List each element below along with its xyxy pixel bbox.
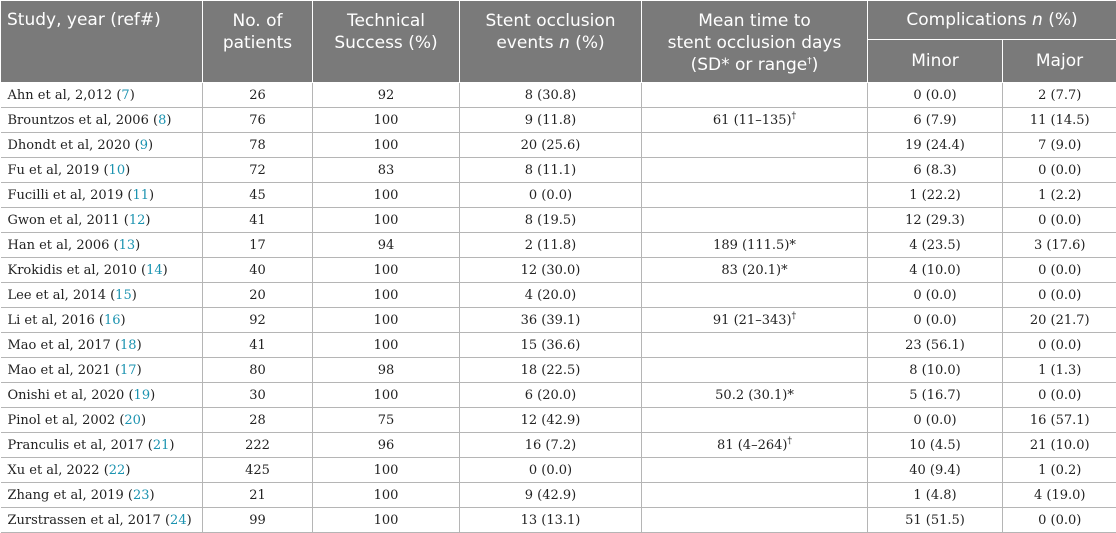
table-body bbox=[1, 83, 1116, 533]
cell-study: Mao et al, 2021 (17) bbox=[1, 358, 203, 383]
cell-patients: 78 bbox=[203, 133, 313, 158]
cell-stent-occlusion: 18 (22.5) bbox=[460, 358, 642, 383]
table-row bbox=[1, 458, 1116, 483]
cell-minor: 0 (0.0) bbox=[868, 83, 1003, 108]
cell-mean-time bbox=[642, 358, 868, 383]
table-row bbox=[1, 333, 1116, 358]
cell-major: 0 (0.0) bbox=[1003, 383, 1116, 408]
cell-technical-success: 83 bbox=[313, 158, 460, 183]
cell-minor: 19 (24.4) bbox=[868, 133, 1003, 158]
cell-major: 7 (9.0) bbox=[1003, 133, 1116, 158]
cell-stent-occlusion: 13 (13.1) bbox=[460, 508, 642, 533]
table-row bbox=[1, 183, 1116, 208]
cell-major: 2 (7.7) bbox=[1003, 83, 1116, 108]
cell-study: Ahn et al, 2,012 (7) bbox=[1, 83, 203, 108]
reference-link[interactable]: 17 bbox=[120, 363, 137, 378]
table-row bbox=[1, 158, 1116, 183]
cell-major: 1 (2.2) bbox=[1003, 183, 1116, 208]
cell-study: Zhang et al, 2019 (23) bbox=[1, 483, 203, 508]
reference-link[interactable]: 24 bbox=[170, 513, 187, 528]
table-row bbox=[1, 358, 1116, 383]
cell-major: 0 (0.0) bbox=[1003, 258, 1116, 283]
cell-mean-time: 189 (111.5)* bbox=[642, 233, 868, 258]
cell-technical-success: 100 bbox=[313, 108, 460, 133]
cell-technical-success: 96 bbox=[313, 433, 460, 458]
cell-major: 3 (17.6) bbox=[1003, 233, 1116, 258]
cell-study: Li et al, 2016 (16) bbox=[1, 308, 203, 333]
reference-link[interactable]: 19 bbox=[134, 388, 151, 403]
cell-minor: 23 (56.1) bbox=[868, 333, 1003, 358]
cell-study: Dhondt et al, 2020 (9) bbox=[1, 133, 203, 158]
cell-stent-occlusion: 36 (39.1) bbox=[460, 308, 642, 333]
cell-technical-success: 92 bbox=[313, 83, 460, 108]
reference-link[interactable]: 15 bbox=[115, 288, 132, 303]
header-complications: Complications n (%) bbox=[868, 1, 1116, 40]
cell-mean-time bbox=[642, 483, 868, 508]
cell-major: 0 (0.0) bbox=[1003, 508, 1116, 533]
cell-study: Krokidis et al, 2010 (14) bbox=[1, 258, 203, 283]
cell-technical-success: 94 bbox=[313, 233, 460, 258]
cell-technical-success: 100 bbox=[313, 333, 460, 358]
cell-technical-success: 100 bbox=[313, 383, 460, 408]
cell-patients: 28 bbox=[203, 408, 313, 433]
reference-link[interactable]: 13 bbox=[119, 238, 136, 253]
cell-patients: 76 bbox=[203, 108, 313, 133]
cell-stent-occlusion: 0 (0.0) bbox=[460, 183, 642, 208]
header-technical-success: Technical Success (%) bbox=[313, 1, 460, 83]
cell-technical-success: 100 bbox=[313, 458, 460, 483]
table-row bbox=[1, 133, 1116, 158]
cell-mean-time bbox=[642, 408, 868, 433]
cell-study: Zurstrassen et al, 2017 (24) bbox=[1, 508, 203, 533]
cell-patients: 20 bbox=[203, 283, 313, 308]
cell-patients: 222 bbox=[203, 433, 313, 458]
table-row bbox=[1, 258, 1116, 283]
cell-study: Pranculis et al, 2017 (21) bbox=[1, 433, 203, 458]
header-study: Study, year (ref#) bbox=[1, 1, 203, 83]
cell-study: Lee et al, 2014 (15) bbox=[1, 283, 203, 308]
table-header bbox=[1, 1, 1116, 83]
reference-link[interactable]: 14 bbox=[146, 263, 163, 278]
cell-patients: 40 bbox=[203, 258, 313, 283]
cell-stent-occlusion: 8 (19.5) bbox=[460, 208, 642, 233]
cell-technical-success: 100 bbox=[313, 208, 460, 233]
cell-minor: 0 (0.0) bbox=[868, 308, 1003, 333]
table-row bbox=[1, 408, 1116, 433]
reference-link[interactable]: 12 bbox=[129, 213, 146, 228]
header-mean-time: Mean time to stent occlusion days (SD* or range†) bbox=[642, 1, 868, 83]
reference-link[interactable]: 18 bbox=[120, 338, 137, 353]
cell-minor: 12 (29.3) bbox=[868, 208, 1003, 233]
reference-link[interactable]: 10 bbox=[109, 163, 126, 178]
cell-study: Fu et al, 2019 (10) bbox=[1, 158, 203, 183]
cell-patients: 80 bbox=[203, 358, 313, 383]
cell-stent-occlusion: 8 (11.1) bbox=[460, 158, 642, 183]
cell-patients: 45 bbox=[203, 183, 313, 208]
cell-major: 16 (57.1) bbox=[1003, 408, 1116, 433]
header-stent-occlusion: Stent occlusion events n (%) bbox=[460, 1, 642, 83]
reference-link[interactable]: 16 bbox=[104, 313, 121, 328]
cell-mean-time bbox=[642, 508, 868, 533]
cell-major: 1 (1.3) bbox=[1003, 358, 1116, 383]
cell-stent-occlusion: 16 (7.2) bbox=[460, 433, 642, 458]
cell-major: 4 (19.0) bbox=[1003, 483, 1116, 508]
cell-stent-occlusion: 8 (30.8) bbox=[460, 83, 642, 108]
table-row bbox=[1, 208, 1116, 233]
cell-minor: 10 (4.5) bbox=[868, 433, 1003, 458]
cell-major: 11 (14.5) bbox=[1003, 108, 1116, 133]
cell-minor: 1 (4.8) bbox=[868, 483, 1003, 508]
cell-stent-occlusion: 20 (25.6) bbox=[460, 133, 642, 158]
cell-mean-time: 83 (20.1)* bbox=[642, 258, 868, 283]
cell-minor: 4 (23.5) bbox=[868, 233, 1003, 258]
cell-patients: 30 bbox=[203, 383, 313, 408]
header-patients: No. of patients bbox=[203, 1, 313, 83]
cell-stent-occlusion: 9 (11.8) bbox=[460, 108, 642, 133]
cell-mean-time bbox=[642, 183, 868, 208]
table-row bbox=[1, 233, 1116, 258]
cell-technical-success: 100 bbox=[313, 283, 460, 308]
cell-mean-time: 50.2 (30.1)* bbox=[642, 383, 868, 408]
reference-link[interactable]: 11 bbox=[132, 188, 149, 203]
table-row bbox=[1, 383, 1116, 408]
cell-patients: 99 bbox=[203, 508, 313, 533]
cell-study: Gwon et al, 2011 (12) bbox=[1, 208, 203, 233]
cell-study: Pinol et al, 2002 (20) bbox=[1, 408, 203, 433]
cell-mean-time: 81 (4–264)† bbox=[642, 433, 868, 458]
cell-minor: 0 (0.0) bbox=[868, 283, 1003, 308]
cell-mean-time bbox=[642, 158, 868, 183]
cell-mean-time bbox=[642, 83, 868, 108]
cell-mean-time bbox=[642, 133, 868, 158]
cell-major: 0 (0.0) bbox=[1003, 333, 1116, 358]
reference-link[interactable]: 22 bbox=[109, 463, 126, 478]
cell-patients: 41 bbox=[203, 208, 313, 233]
cell-major: 0 (0.0) bbox=[1003, 283, 1116, 308]
table-row bbox=[1, 283, 1116, 308]
cell-minor: 8 (10.0) bbox=[868, 358, 1003, 383]
reference-link[interactable]: 21 bbox=[153, 438, 170, 453]
cell-minor: 51 (51.5) bbox=[868, 508, 1003, 533]
cell-minor: 1 (22.2) bbox=[868, 183, 1003, 208]
cell-technical-success: 98 bbox=[313, 358, 460, 383]
cell-study: Xu et al, 2022 (22) bbox=[1, 458, 203, 483]
cell-stent-occlusion: 9 (42.9) bbox=[460, 483, 642, 508]
cell-patients: 41 bbox=[203, 333, 313, 358]
cell-stent-occlusion: 12 (30.0) bbox=[460, 258, 642, 283]
table-row bbox=[1, 483, 1116, 508]
cell-major: 21 (10.0) bbox=[1003, 433, 1116, 458]
cell-patients: 92 bbox=[203, 308, 313, 333]
cell-study: Onishi et al, 2020 (19) bbox=[1, 383, 203, 408]
cell-minor: 6 (7.9) bbox=[868, 108, 1003, 133]
cell-technical-success: 75 bbox=[313, 408, 460, 433]
reference-link[interactable]: 23 bbox=[133, 488, 150, 503]
cell-technical-success: 100 bbox=[313, 483, 460, 508]
cell-patients: 21 bbox=[203, 483, 313, 508]
reference-link[interactable]: 9 bbox=[140, 138, 148, 153]
cell-study: Fucilli et al, 2019 (11) bbox=[1, 183, 203, 208]
cell-patients: 425 bbox=[203, 458, 313, 483]
cell-technical-success: 100 bbox=[313, 183, 460, 208]
cell-stent-occlusion: 0 (0.0) bbox=[460, 458, 642, 483]
reference-link[interactable]: 20 bbox=[124, 413, 141, 428]
cell-technical-success: 100 bbox=[313, 508, 460, 533]
table-row bbox=[1, 433, 1116, 458]
cell-mean-time: 61 (11–135)† bbox=[642, 108, 868, 133]
cell-minor: 40 (9.4) bbox=[868, 458, 1003, 483]
cell-patients: 17 bbox=[203, 233, 313, 258]
table-row bbox=[1, 508, 1116, 533]
cell-mean-time bbox=[642, 208, 868, 233]
header-minor: Minor bbox=[868, 40, 1003, 83]
cell-stent-occlusion: 12 (42.9) bbox=[460, 408, 642, 433]
reference-link[interactable]: 8 bbox=[158, 113, 166, 128]
cell-mean-time bbox=[642, 333, 868, 358]
cell-study: Mao et al, 2017 (18) bbox=[1, 333, 203, 358]
cell-major: 1 (0.2) bbox=[1003, 458, 1116, 483]
cell-stent-occlusion: 15 (36.6) bbox=[460, 333, 642, 358]
cell-mean-time bbox=[642, 458, 868, 483]
cell-major: 0 (0.0) bbox=[1003, 208, 1116, 233]
cell-patients: 26 bbox=[203, 83, 313, 108]
cell-minor: 5 (16.7) bbox=[868, 383, 1003, 408]
table-row bbox=[1, 108, 1116, 133]
cell-technical-success: 100 bbox=[313, 133, 460, 158]
cell-technical-success: 100 bbox=[313, 258, 460, 283]
cell-major: 20 (21.7) bbox=[1003, 308, 1116, 333]
cell-stent-occlusion: 4 (20.0) bbox=[460, 283, 642, 308]
cell-minor: 6 (8.3) bbox=[868, 158, 1003, 183]
cell-technical-success: 100 bbox=[313, 308, 460, 333]
table-row bbox=[1, 308, 1116, 333]
table-row bbox=[1, 83, 1116, 108]
cell-minor: 0 (0.0) bbox=[868, 408, 1003, 433]
header-major: Major bbox=[1003, 40, 1116, 83]
cell-major: 0 (0.0) bbox=[1003, 158, 1116, 183]
reference-link[interactable]: 7 bbox=[121, 88, 129, 103]
cell-study: Brountzos et al, 2006 (8) bbox=[1, 108, 203, 133]
cell-patients: 72 bbox=[203, 158, 313, 183]
cell-mean-time: 91 (21–343)† bbox=[642, 308, 868, 333]
cell-mean-time bbox=[642, 283, 868, 308]
cell-stent-occlusion: 6 (20.0) bbox=[460, 383, 642, 408]
cell-minor: 4 (10.0) bbox=[868, 258, 1003, 283]
cell-stent-occlusion: 2 (11.8) bbox=[460, 233, 642, 258]
cell-study: Han et al, 2006 (13) bbox=[1, 233, 203, 258]
